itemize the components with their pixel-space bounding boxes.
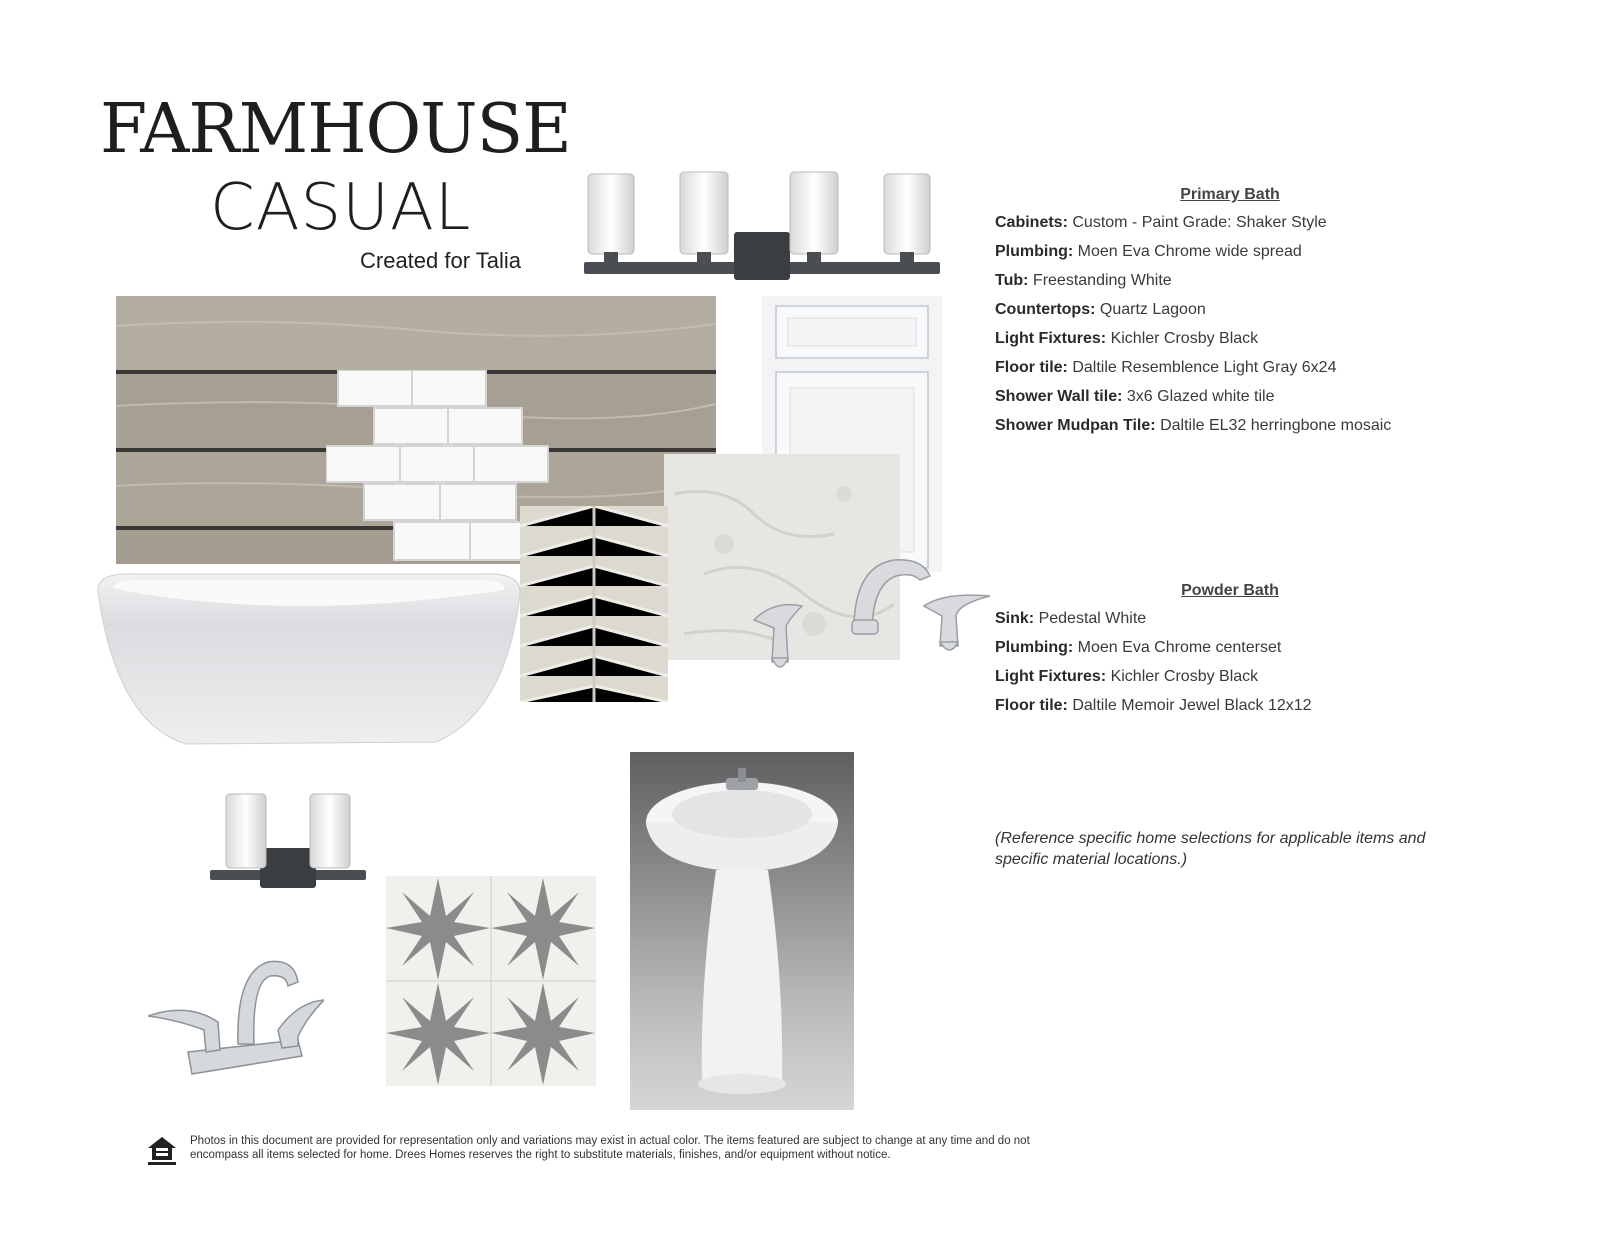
reference-note: (Reference specific home selections for applicable items and specific material locations.) <box>995 830 1426 868</box>
spec-value: Daltile Memoir Jewel Black 12x12 <box>1072 697 1312 714</box>
spec-value: Kichler Crosby Black <box>1110 668 1259 685</box>
herringbone-tile-image <box>520 506 668 702</box>
primary-bath-heading: Primary Bath <box>1180 186 1280 203</box>
spec-shower-wall-tile <box>995 388 1465 406</box>
title-casual: CASUAL <box>210 171 472 245</box>
spec-label: Floor tile: <box>995 359 1068 376</box>
spec-label: Cabinets: <box>995 214 1068 231</box>
spec-label: Countertops: <box>995 301 1096 318</box>
spec-label: Light Fixtures: <box>995 330 1107 347</box>
freestanding-tub-image <box>96 572 522 750</box>
title-farmhouse: FARMHOUSE <box>100 90 571 169</box>
star-floor-tile-image <box>386 876 596 1086</box>
spec-value: Freestanding White <box>1032 272 1172 289</box>
primary-bath-specs <box>995 186 1465 446</box>
created-for-label: Created for Talia <box>360 248 522 273</box>
powder-bath-heading: Powder Bath <box>1181 582 1279 599</box>
spec-label: Plumbing: <box>995 639 1074 656</box>
spec-value: Daltile EL32 herringbone mosaic <box>1160 417 1392 434</box>
spec-label: Light Fixtures: <box>995 668 1107 685</box>
disclaimer-text: Photos in this document are provided for representation only and variations may exist in actual color. The items featured are subject to change at any time and do not encompass all items selected for home. Drees Homes reserves the right to substitute materials, finishes, and/or equipment without notice. <box>190 1135 1030 1161</box>
spec-floor-tile <box>995 359 1465 377</box>
spec-label: Plumbing: <box>995 243 1074 260</box>
spec-label: Shower Wall tile: <box>995 388 1123 405</box>
spec-value: 3x6 Glazed white tile <box>1126 388 1275 405</box>
spec-plumbing <box>995 639 1465 657</box>
spec-shower-mudpan-tile <box>995 417 1465 435</box>
spec-sink <box>995 610 1465 628</box>
centerset-faucet-image <box>148 952 324 1084</box>
vanity-light-2-image <box>210 792 366 892</box>
spec-light-fixtures <box>995 668 1465 686</box>
equal-housing-opportunity-icon <box>146 1134 178 1166</box>
spec-value: Pedestal White <box>1038 610 1147 627</box>
spec-value: Kichler Crosby Black <box>1110 330 1259 347</box>
widespread-faucet-image <box>744 546 994 676</box>
spec-label: Tub: <box>995 272 1029 289</box>
pedestal-sink-image <box>630 752 854 1110</box>
spec-label: Floor tile: <box>995 697 1068 714</box>
spec-value: Moen Eva Chrome wide spread <box>1077 243 1302 260</box>
spec-cabinets <box>995 214 1465 232</box>
spec-label: Shower Mudpan Tile: <box>995 417 1156 434</box>
spec-tub <box>995 272 1465 290</box>
spec-value: Moen Eva Chrome centerset <box>1077 639 1282 656</box>
spec-value: Quartz Lagoon <box>1099 301 1206 318</box>
spec-value: Daltile Resemblence Light Gray 6x24 <box>1072 359 1337 376</box>
spec-light-fixtures <box>995 330 1465 348</box>
powder-bath-specs <box>995 582 1465 726</box>
spec-floor-tile <box>995 697 1465 715</box>
spec-label: Sink: <box>995 610 1035 627</box>
spec-plumbing <box>995 243 1465 261</box>
spec-countertops <box>995 301 1465 319</box>
vanity-light-4-image <box>584 170 940 286</box>
spec-value: Custom - Paint Grade: Shaker Style <box>1072 214 1327 231</box>
